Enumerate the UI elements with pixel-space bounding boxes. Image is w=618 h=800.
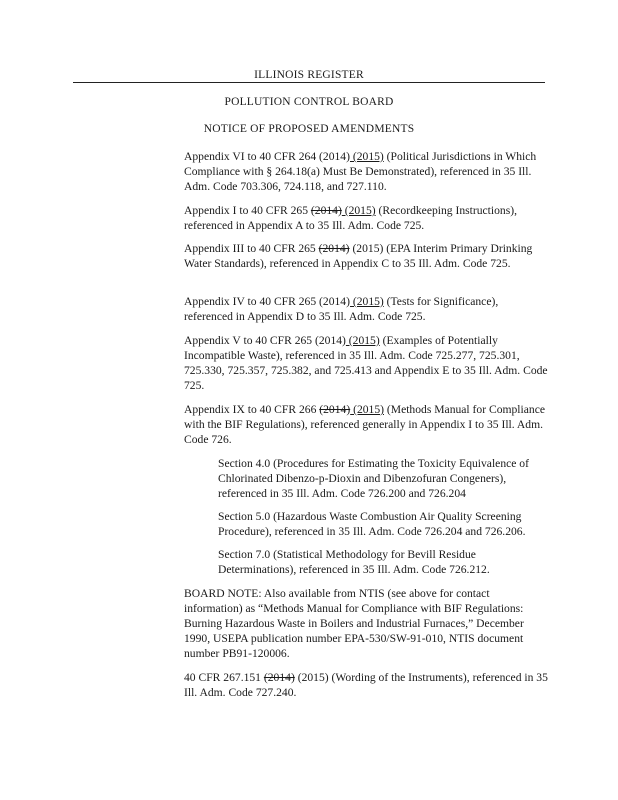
entry-text: 40 CFR 267.151 [184, 671, 264, 684]
inserted-year: (2015) [341, 204, 376, 217]
appendix-entry [184, 333, 550, 393]
entry-text: Appendix VI to 40 CFR 264 (2014) [184, 150, 350, 163]
entry-text: Appendix V to 40 CFR 265 (2014) [184, 334, 346, 347]
entry-text: Appendix III to 40 CFR 265 [184, 242, 319, 255]
entry-text: (Methods Manual for Compliance with the BIF Regulations), referenced generally in Appendix I to 35 Ill. Adm. Code 726. [184, 403, 545, 446]
deleted-year: (2014) [319, 403, 351, 416]
appendix-entry [184, 670, 550, 700]
inserted-year: (2015) [345, 334, 380, 347]
appendix-entry [184, 241, 550, 271]
section-entry: Section 7.0 (Statistical Methodology for Bevill Residue Determinations), referenced in 35 Ill. Adm. Code 726.212. [218, 548, 490, 576]
entry-text: (Examples of Potentially Incompatible Waste), referenced in 35 Ill. Adm. Code 725.277, 725.301, 725.330, 725.357, 725.382, and 725.413 and Appendix E to 35 Ill. Adm. Code 725. [184, 334, 548, 392]
appendix-entry [184, 149, 550, 194]
register-title: ILLINOIS REGISTER [254, 69, 364, 81]
appendix-entry [184, 402, 550, 447]
notice-title: NOTICE OF PROPOSED AMENDMENTS [203, 123, 415, 135]
deleted-year: (2014) [310, 204, 342, 217]
section-entry: Section 4.0 (Procedures for Estimating the Toxicity Equivalence of Chlorinated Dibenzo-p-Dioxin and Dibenzofuran Congeners), referenced in 35 Ill. Adm. Code 726.200 and 726.204 [218, 457, 529, 500]
board-note: BOARD NOTE: Also available from NTIS (see above for contact information) as “Methods Manual for Compliance with BIF Regulations: Burning Hazardous Waste in Boilers and Industrial Furnaces,” December 1990, USEPA publication number EPA-530/SW-91-010, NTIS document number PB91-120006. [184, 587, 524, 660]
deleted-year: (2014) [263, 671, 295, 684]
inserted-year: (2015) [349, 150, 384, 163]
inserted-year: (2015) [350, 403, 384, 416]
entry-text: Appendix IX to 40 CFR 266 [184, 403, 320, 416]
section-entry: Section 5.0 (Hazardous Waste Combustion Air Quality Screening Procedure), referenced in 35 Ill. Adm. Code 726.204 and 726.206. [218, 510, 526, 538]
header-rule [73, 82, 545, 83]
entry-text: (Political Jurisdictions in Which Compliance with § 264.18(a) Must Be Demonstrated), referenced in 35 Ill. Adm. Code 703.306, 724.118, and 727.110. [184, 150, 537, 193]
entry-text: (Recordkeeping Instructions), referenced in Appendix A to 35 Ill. Adm. Code 725. [184, 204, 517, 232]
appendix-entry [184, 294, 550, 324]
entry-text: (2015) (EPA Interim Primary Drinking Water Standards), referenced in Appendix C to 35 Ill. Adm. Code 725. [184, 242, 533, 270]
entry-text: (2015) (Wording of the Instruments), referenced in 35 Ill. Adm. Code 727.240. [184, 671, 548, 699]
deleted-year: (2014) [318, 242, 350, 255]
entry-text: (Tests for Significance), referenced in Appendix D to 35 Ill. Adm. Code 725. [184, 295, 499, 323]
entry-text: Appendix IV to 40 CFR 265 (2014) [184, 295, 350, 308]
inserted-year: (2015) [349, 295, 384, 308]
appendix-entry [184, 203, 550, 233]
entry-text: Appendix I to 40 CFR 265 [184, 204, 311, 217]
board-title: POLLUTION CONTROL BOARD [224, 96, 394, 108]
